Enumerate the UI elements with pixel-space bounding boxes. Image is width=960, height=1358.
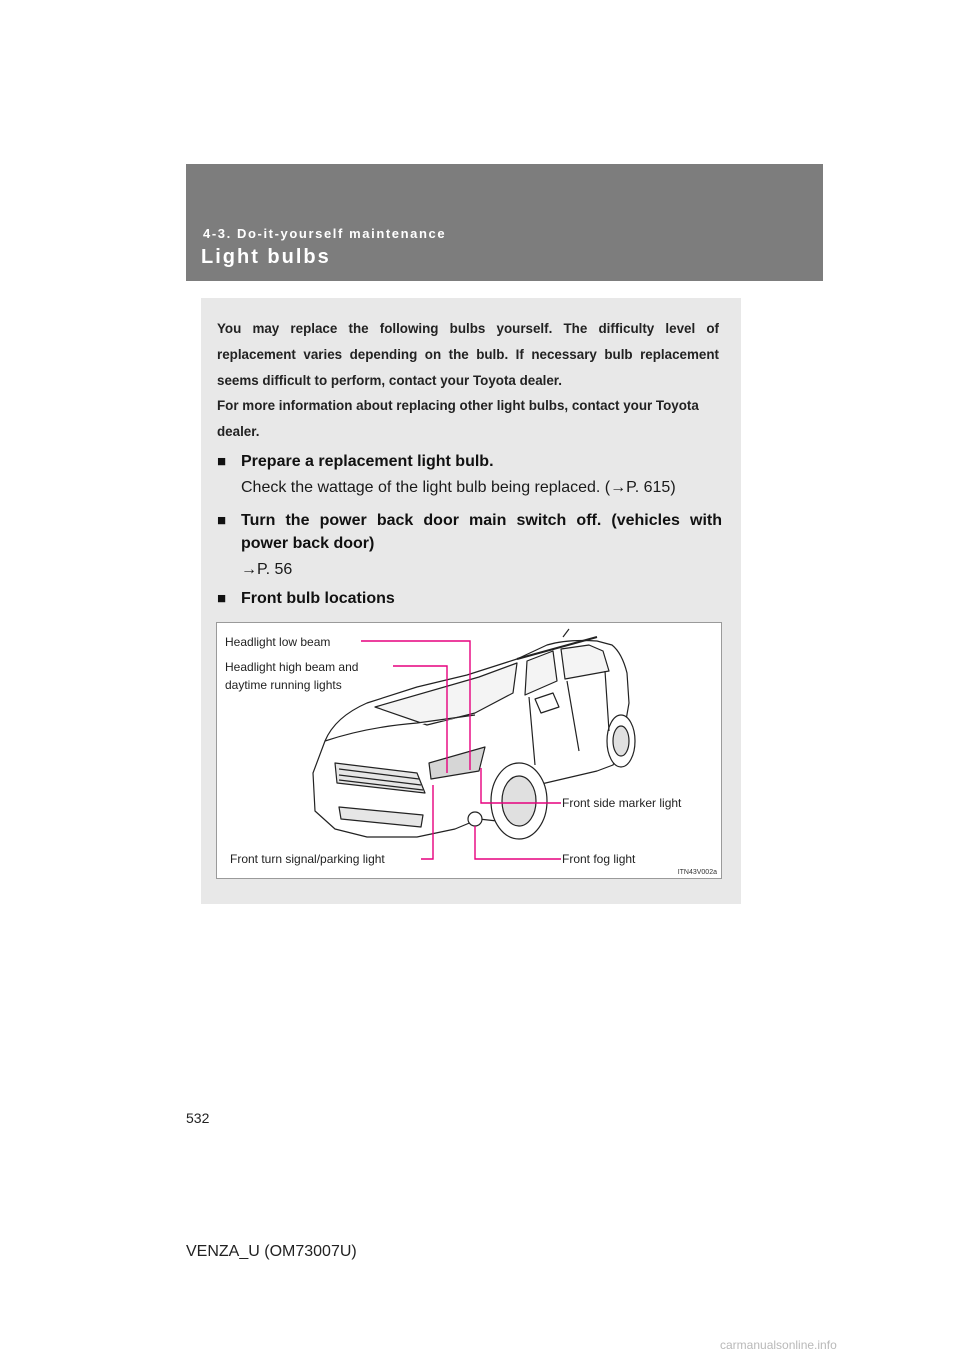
item-heading: Prepare a replacement light bulb. [241, 453, 494, 470]
item-replacement-bulb [217, 450, 722, 499]
footer-model-code: VENZA_U (OM73007U) [186, 1243, 357, 1260]
item-body: →P. 56 [241, 561, 293, 578]
item-heading: Front bulb locations [241, 590, 395, 607]
front-bulb-figure [216, 622, 722, 879]
bullet-square-icon: ■ [217, 512, 227, 529]
label-headlight-high-beam: Headlight high beam and [225, 660, 359, 674]
label-daytime-running-lights: daytime running lights [225, 678, 342, 692]
item-power-back-door [217, 509, 722, 581]
intro-paragraph-2: For more information about replacing other light bulbs, contact your Toyota dealer. [217, 398, 699, 439]
page-title: Light bulbs [201, 246, 331, 268]
label-headlight-low-beam: Headlight low beam [225, 635, 331, 649]
content-panel [201, 298, 741, 904]
item-body: Check the wattage of the light bulb being replaced. (→P. 615) [241, 479, 676, 496]
bullet-square-icon: ■ [217, 590, 227, 607]
page-number: 532 [186, 1110, 210, 1126]
label-front-fog-light: Front fog light [562, 852, 636, 866]
section-header [186, 164, 823, 281]
figure-code: ITN43V002a [677, 869, 717, 876]
item-heading: Turn the power back door main switch off. (vehicles with power back door) [241, 512, 722, 552]
label-front-turn-signal: Front turn signal/parking light [230, 852, 385, 866]
watermark: carmanualsonline.info [720, 1338, 837, 1352]
item-front-bulb-locations [217, 587, 722, 610]
bullet-square-icon: ■ [217, 453, 227, 470]
section-title: 4-3. Do-it-yourself maintenance [203, 226, 447, 241]
intro-paragraph: You may replace the following bulbs yourself. The difficulty level of replacement varies depending on the bulb. If necessary bulb replacement seems difficult to perform, contact your Toyota dealer. [217, 321, 719, 388]
label-front-side-marker: Front side marker light [562, 796, 682, 810]
